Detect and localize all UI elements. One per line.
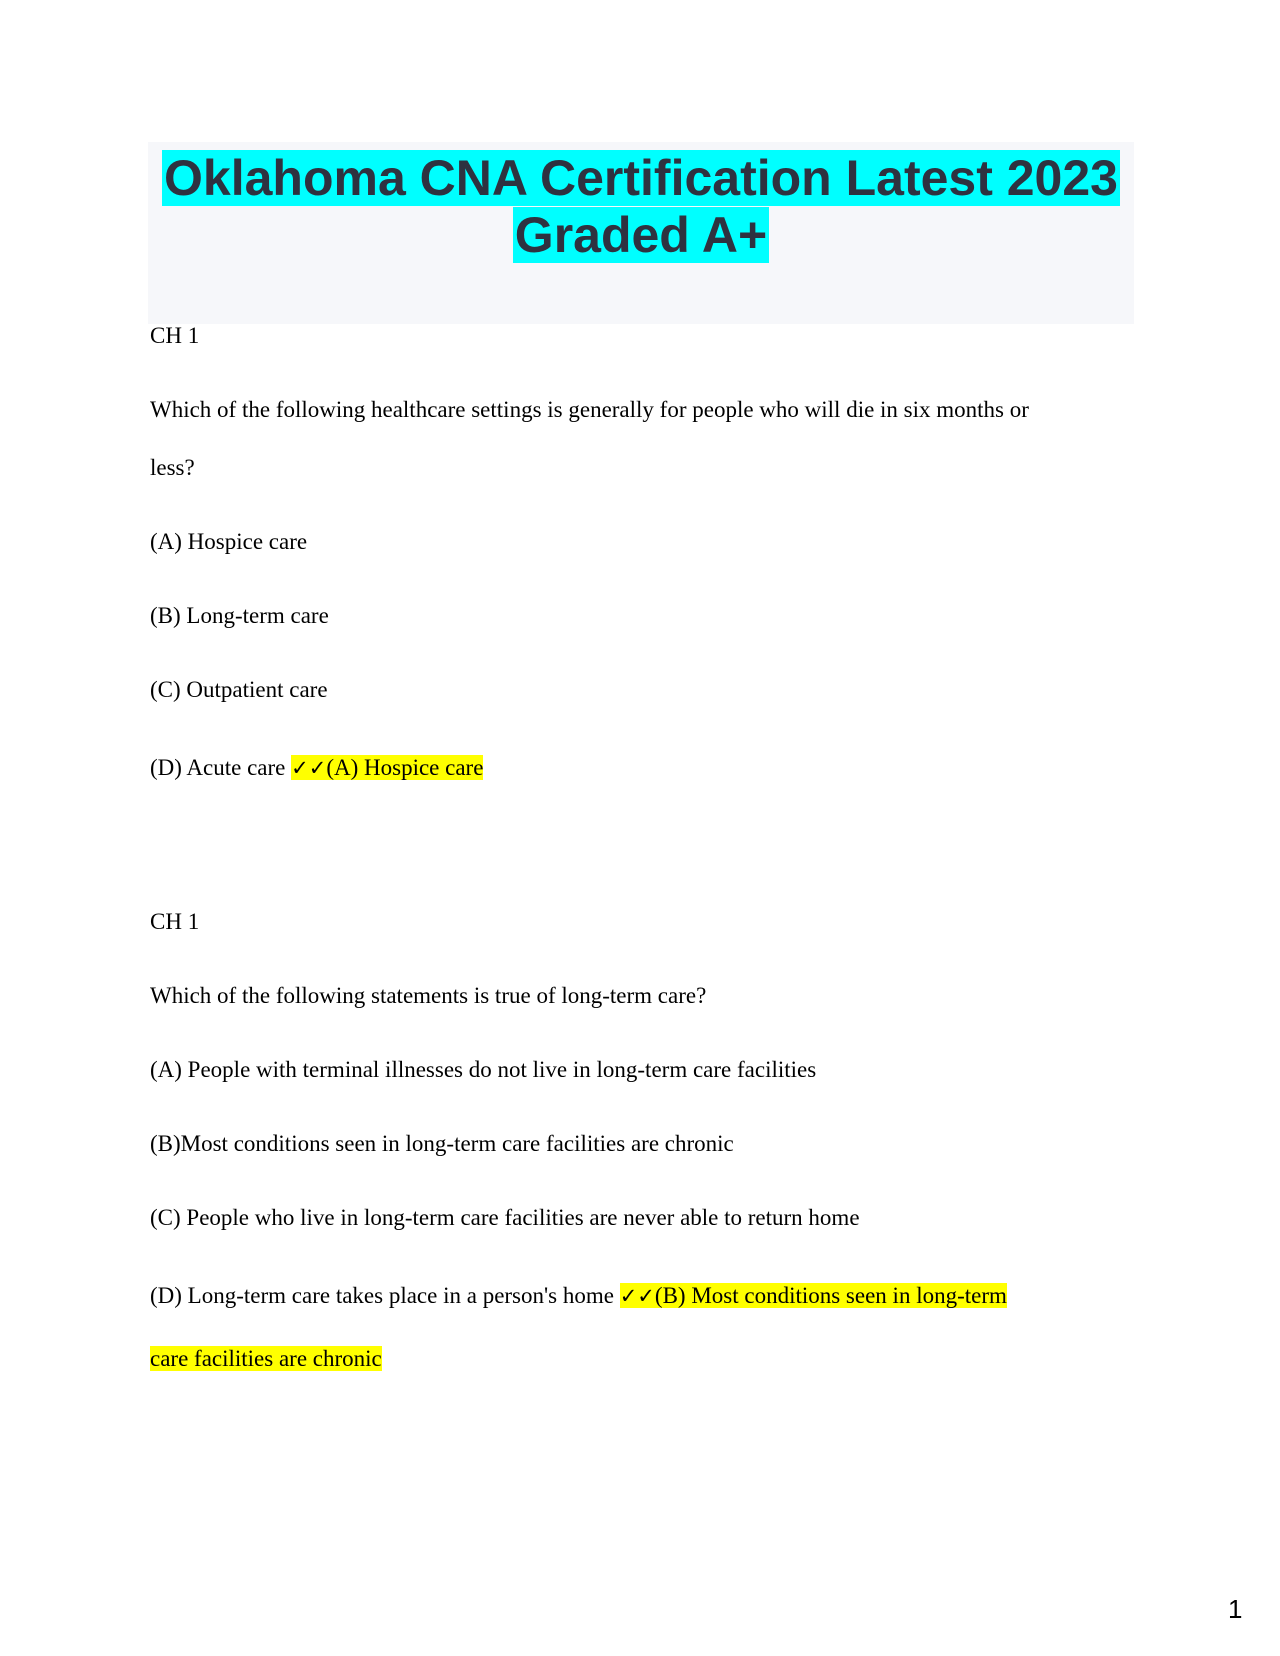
q1-answer-text: (A) Hospice care [326, 755, 484, 780]
title-line-2: Graded A+ [514, 207, 768, 263]
q2-option-c: (C) People who live in long-term care facilities are never able to return home [150, 1205, 860, 1230]
page-number: 1 [1228, 1594, 1243, 1624]
q2-chapter: CH 1 [150, 909, 200, 934]
title-block [148, 142, 1134, 324]
q2-answer-highlight [620, 1283, 1007, 1308]
q2-answer-text-line-2: care facilities are chronic [150, 1346, 382, 1371]
q1-option-c: (C) Outpatient care [150, 677, 328, 702]
q1-answer-highlight [291, 755, 483, 780]
double-check-icon: ✓✓ [619, 1284, 655, 1308]
q2-option-d-line [150, 1282, 1007, 1310]
q2-stem-line-1: Which of the following statements is true of long-term care? [150, 983, 707, 1008]
document-title [148, 150, 1134, 264]
q2-option-a: (A) People with terminal illnesses do not live in long-term care facilities [150, 1057, 817, 1082]
q2-answer-text-line-1: (B) Most conditions seen in long-term [654, 1283, 1007, 1308]
q1-stem-line-1: Which of the following healthcare settings is generally for people who will die in six months or [150, 397, 1029, 422]
q2-option-b: (B)Most conditions seen in long-term care facilities are chronic [150, 1131, 734, 1156]
q1-option-a: (A) Hospice care [150, 529, 308, 554]
q1-option-d-line [150, 754, 483, 782]
double-check-icon: ✓✓ [291, 756, 327, 780]
q1-option-d: (D) Acute care [150, 755, 286, 780]
title-line-1: Oklahoma CNA Certification Latest 2023 [164, 150, 1118, 206]
q1-option-b: (B) Long-term care [150, 603, 329, 628]
q2-option-d: (D) Long-term care takes place in a person's home [150, 1283, 614, 1308]
q1-chapter: CH 1 [150, 323, 200, 348]
q2-answer-line-2-row [150, 1345, 382, 1373]
q1-stem-line-2: less? [150, 455, 195, 480]
